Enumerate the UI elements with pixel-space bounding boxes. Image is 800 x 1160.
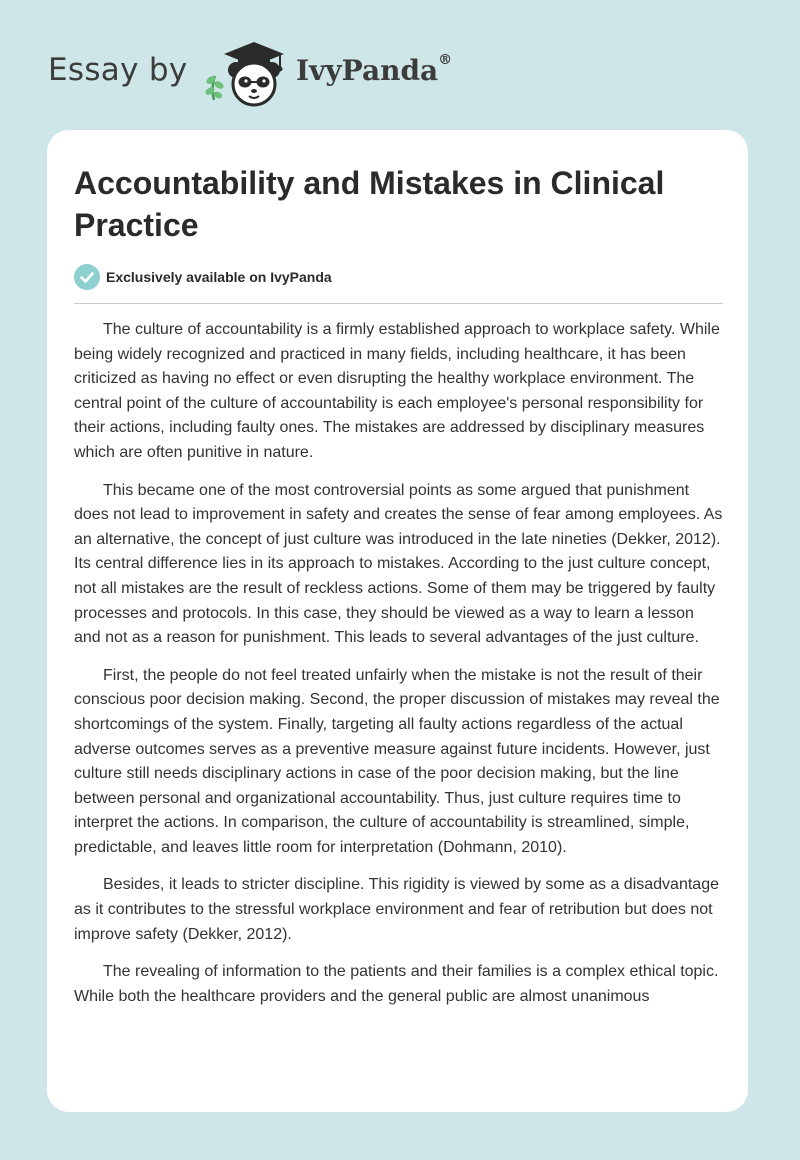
paragraph: The culture of accountability is a firmly established approach to workplace safety. While being widely recognized and practiced in many fields, including healthcare, it has been criticized as having no effect or even disrupting the healthy workplace environment. The central point of the culture of accountability is each employee's personal responsibility for their actions, including faulty ones. The mistakes are addressed by disciplinary measures which are often punitive in nature. xyxy=(74,321,720,461)
brand-name-text: IvyPanda xyxy=(296,54,439,87)
check-circle-icon xyxy=(74,264,100,290)
paragraph: Besides, it leads to stricter discipline. This rigidity is viewed by some as a disadvantage as it contributes to the stressful workplace environment and fear of retribution but does not improve safety (Dekker, 2012). xyxy=(74,876,719,943)
essay-by-label: Essay by xyxy=(48,52,188,88)
badge-label: Exclusively available on IvyPanda xyxy=(106,269,332,285)
exclusive-badge xyxy=(74,264,332,290)
page-title: Accountability and Mistakes in Clinical Practice xyxy=(74,165,665,243)
paragraph: This became one of the most controversial points as some argued that punishment does not lead to improvement in safety and creates the sense of fear among employees. As an alternative, the concept of just culture was introduced in the late nineties (Dekker, 2012). Its central difference lies in its approach to mistakes. According to the just culture concept, not all mistakes are the result of reckless actions. Some of them may be triggered by faulty processes and protocols. In this case, they should be viewed as a way to learn a lesson and not as a reason for punishment. This leads to several advantages of the just culture. xyxy=(74,481,723,647)
divider xyxy=(74,303,723,304)
registered-mark: ® xyxy=(438,52,453,68)
site-header xyxy=(48,38,508,110)
paragraph: The revealing of information to the patients and their families is a complex ethical topic. While both the healthcare providers and the general public are almost unanimous xyxy=(74,963,719,1005)
panda-logo-icon xyxy=(200,38,296,108)
essay-card xyxy=(47,130,748,1112)
paragraph: First, the people do not feel treated unfairly when the mistake is not the result of their conscious poor decision making. Second, the proper discussion of mistakes may reveal the shortcomings of the system. Finally, targeting all faulty actions regardless of the actual adverse outcomes serves as a preventive measure against future incidents. However, just culture still needs disciplinary actions in case of the poor decision making, but the line between personal and organizational accountability. Thus, just culture requires time to interpret the actions. In comparison, the culture of accountability is streamlined, simple, predictable, and leaves little room for interpretation (Dohmann, 2010). xyxy=(74,666,720,856)
essay-body xyxy=(74,318,724,1022)
brand-name xyxy=(296,54,452,87)
